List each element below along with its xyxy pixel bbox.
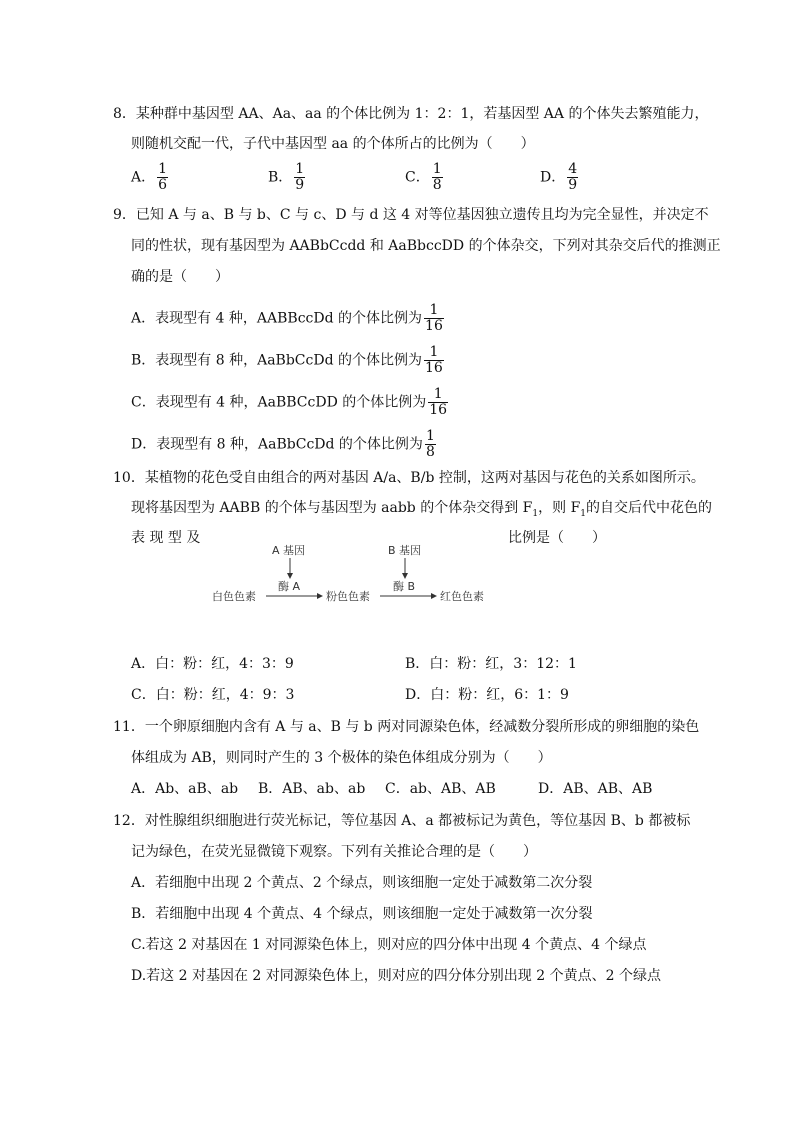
q9-line3: 确的是（ ）	[131, 269, 229, 285]
pigment-pathway-diagram	[210, 538, 510, 610]
white-pigment-label: 白色色素	[212, 590, 256, 603]
gene-a-label: A 基因	[272, 544, 306, 557]
q12-option-b: B．若细胞中出现 4 个黄点、4 个绿点，则该细胞一定处于减数第一次分裂	[131, 906, 593, 922]
q8-line1: 8．某种群中基因型 AA、Aa、aa 的个体比例为 1：2：1，若基因型 AA 的个体失去繁殖能力，	[113, 106, 709, 122]
q10-option-a: A．白：粉：红，4：3：9	[131, 656, 294, 672]
q10-line3a: 表 现 型 及	[131, 530, 201, 546]
q8-option-b: B． $\frac{1}{9}$	[268, 161, 305, 193]
q10-line1: 10．某植物的花色受自由组合的两对基因 A/a、B/b 控制，这两对基因与花色的关系如图所示。	[113, 470, 705, 486]
q11-option-a: A．Ab、aB、ab	[131, 781, 239, 797]
q10-option-d: D．白：粉：红，6：1：9	[405, 687, 569, 703]
q11-option-d: D．AB、AB、AB	[538, 781, 653, 797]
gene-b-label: B 基因	[388, 544, 422, 557]
q9-option-a: A．表现型有 4 种，AABBccDd 的个体比例为 $\frac{1}{16}$	[131, 302, 443, 334]
q11-line2: 体组成为 AB，则同时产生的 3 个极体的染色体组成分别为（ ）	[131, 750, 552, 766]
q11-option-c: C．ab、AB、AB	[385, 781, 496, 797]
q12-option-c: C.若这 2 对基因在 1 对同源染色体上，则对应的四分体中出现 4 个黄点、4 个绿点	[131, 937, 647, 953]
q10-line2: 现将基因型为 AABB 的个体与基因型为 aabb 的个体杂交得到 $F_1$，则 $F_1$的自交后代中花色的	[131, 500, 713, 519]
pink-pigment-label: 粉色色素	[326, 590, 370, 603]
q9-line2: 同的性状，现有基因型为 AABbCcdd 和 AaBbccDD 的个体杂交，下列对其杂交后代的推测正	[131, 238, 721, 254]
q8-option-d: D． $\frac{4}{9}$	[540, 161, 578, 193]
q10-line3b: 比例是（ ）	[508, 530, 606, 546]
q8-line2: 则随机交配一代，子代中基因型 aa 的个体所占的比例为（ ）	[131, 136, 535, 152]
q9-line1: 9．已知 A 与 a、B 与 b、C 与 c、D 与 d 这 4 对等位基因独立遗传且均为完全显性，并决定不	[113, 207, 709, 223]
enzyme-a-label: 酶 A	[278, 580, 301, 593]
enzyme-b-label: 酶 B	[393, 580, 416, 593]
q10-option-b: B．白：粉：红，3：12：1	[405, 656, 577, 672]
q12-option-d: D.若这 2 对基因在 2 对同源染色体上，则对应的四分体分别出现 2 个黄点、2 个绿点	[131, 968, 661, 984]
q9-option-c: C．表现型有 4 种，AaBBCcDD 的个体比例为 $\frac{1}{16}$	[131, 386, 448, 418]
q9-option-b: B．表现型有 8 种，AaBbCcDd 的个体比例为 $\frac{1}{16}$	[131, 344, 443, 376]
q12-option-a: A．若细胞中出现 2 个黄点、2 个绿点，则该细胞一定处于减数第二次分裂	[131, 875, 593, 891]
q8-option-a: A． $\frac{1}{6}$	[131, 161, 168, 193]
q12-line1: 12．对性腺组织细胞进行荧光标记，等位基因 A、a 都被标记为黄色，等位基因 B、b 都被标	[113, 813, 691, 829]
red-pigment-label: 红色色素	[440, 590, 484, 603]
q11-option-b: B．AB、ab、ab	[258, 781, 366, 797]
q8-option-c: C． $\frac{1}{8}$	[405, 161, 442, 193]
q11-line1: 11．一个卵原细胞内含有 A 与 a、B 与 b 两对同源染色体，经减数分裂所形成的卵细胞的染色	[113, 719, 700, 735]
q10-option-c: C．白：粉：红，4：9：3	[131, 687, 295, 703]
q9-option-d: D．表现型有 8 种，AaBbCcDd 的个体比例为 $\frac{1}{8}$	[131, 428, 435, 460]
q12-line2: 记为绿色，在荧光显微镜下观察。下列有关推论合理的是（ ）	[131, 844, 537, 860]
